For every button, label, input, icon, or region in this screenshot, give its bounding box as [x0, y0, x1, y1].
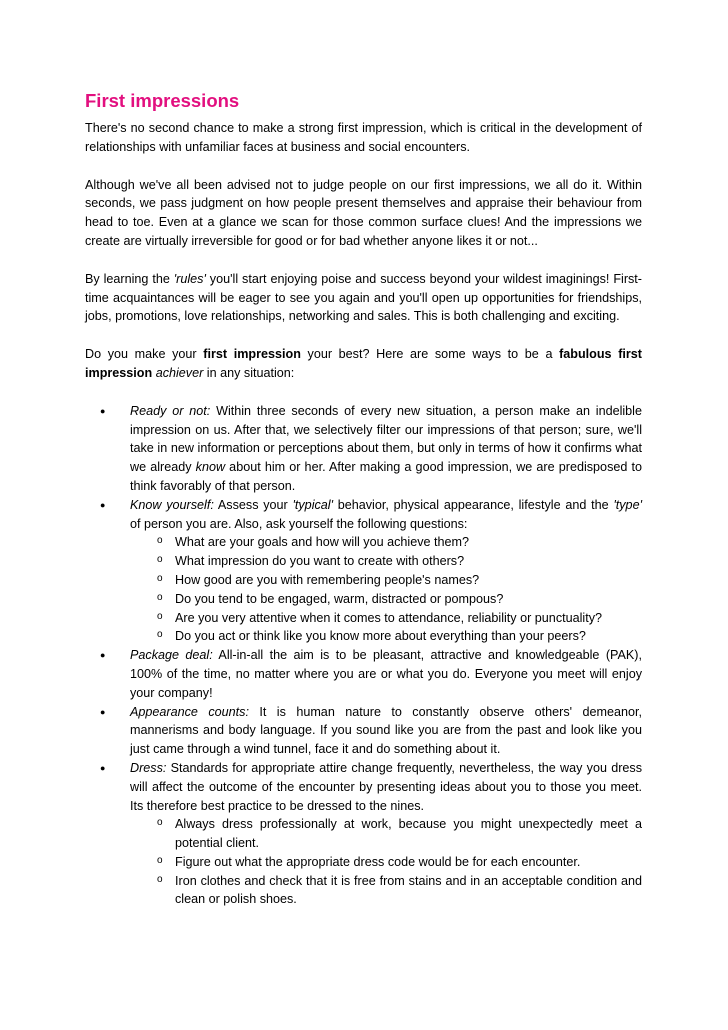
sub-list-item: o Do you act or think like you know more about everything than your peers?	[175, 627, 642, 646]
emphasis-typical: 'typical'	[292, 497, 333, 512]
list-item-dress	[130, 759, 642, 909]
bullet-term: Know yourself:	[130, 497, 214, 512]
sub-list-item: o Do you tend to be engaged, warm, distracted or pompous?	[175, 590, 642, 609]
sub-list-item: o What impression do you want to create with others?	[175, 552, 642, 571]
emphasis-know: know	[195, 460, 226, 475]
questions-sublist	[130, 533, 642, 646]
text-span: By learning the	[85, 271, 174, 286]
sub-list-item: o What are your goals and how will you achieve them?	[175, 533, 642, 552]
list-item-appearance-counts	[130, 703, 642, 759]
paragraph-question	[85, 345, 642, 383]
list-item-package-deal	[130, 646, 642, 702]
bullet-term: Dress:	[130, 760, 167, 775]
tips-list	[85, 402, 642, 910]
sub-list-item: o Figure out what the appropriate dress code would be for each encounter.	[175, 853, 642, 872]
dress-sublist	[130, 815, 642, 909]
text-span: about him or her. After making a good impression, we are predisposed to think favorably of that person.	[130, 460, 642, 493]
text-span: you'll start enjoying poise and success beyond your wildest imaginings! First-time acquaintances will be eager to see you again and you'll open up opportunities for friendships, jobs, promotions, love relationships, networking and sales. This is both challenging and exciting.	[85, 271, 643, 324]
list-item-ready-or-not	[130, 402, 642, 496]
text-span: Within three seconds of every new situation, a person make an indelible impression on us. After that, we selectively filter our impressions of that person; sure, we'll take in new information or perceptions about them, but only in terms of how it confirms what we already	[130, 403, 642, 475]
bullet-term: Ready or not:	[130, 403, 211, 418]
bullet-term: Appearance counts:	[130, 704, 249, 719]
text-span: Do you make your	[85, 347, 204, 362]
list-item-know-yourself	[130, 496, 642, 646]
paragraph-rules	[85, 270, 642, 326]
text-span: All-in-all the aim is to be pleasant, attractive and knowledgeable (PAK), 100% of the time, no matter where you are or what you do. Everyone you meet will enjoy your company!	[130, 648, 642, 700]
emphasis-achiever: achiever	[155, 365, 204, 380]
emphasis-type: 'type'	[613, 497, 642, 512]
bold-first-impression: first impression	[203, 347, 301, 362]
sub-list-item: o How good are you with remembering people's names?	[175, 571, 642, 590]
page-title: First impressions	[85, 90, 240, 111]
document-body	[85, 90, 642, 909]
text-span: It is human nature to constantly observe others' demeanor, mannerisms and body language. If you sound like you are from the past and look like you just came through a wind tunnel, face it and do something about it.	[130, 704, 642, 757]
paragraph-intro: There's no second chance to make a strong first impression, which is critical in the development of relationships with unfamiliar faces at business and social encounters.	[85, 121, 642, 154]
sub-list-item: o Always dress professionally at work, because you might unexpectedly meet a potential client.	[175, 815, 642, 853]
text-span: Assess your	[213, 497, 293, 512]
bullet-term: Package deal:	[130, 648, 213, 663]
text-span: your best? Here are some ways to be a	[300, 347, 560, 362]
bold-fabulous-first-impression: fabulous first impression	[85, 347, 642, 380]
sub-list-item: o Iron clothes and check that it is free from stains and in an acceptable condition and clean or polish shoes.	[175, 872, 642, 910]
text-span: Standards for appropriate attire change frequently, nevertheless, the way you dress will affect the outcome of the encounter by presenting ideas about you to those you meet. Its therefore best practice to be dressed to the nines.	[130, 760, 642, 813]
sub-list-item: o Are you very attentive when it comes to attendance, reliability or punctuality?	[175, 609, 642, 628]
text-span: of person you are. Also, ask yourself the following questions:	[130, 516, 468, 531]
paragraph-judgment: Although we've all been advised not to judge people on our first impressions, we all do it. Within seconds, we pass judgment on how people present themselves and appraise their behaviour from head to toe. Even at a glance we scan for those common surface clues! And the impressions we create are virtually irreversible for good or for bad whether anyone likes it or not...	[85, 177, 642, 248]
text-span: behavior, physical appearance, lifestyle and the	[333, 497, 614, 512]
text-span: in any situation:	[203, 365, 295, 380]
emphasis-rules: 'rules'	[173, 271, 206, 286]
